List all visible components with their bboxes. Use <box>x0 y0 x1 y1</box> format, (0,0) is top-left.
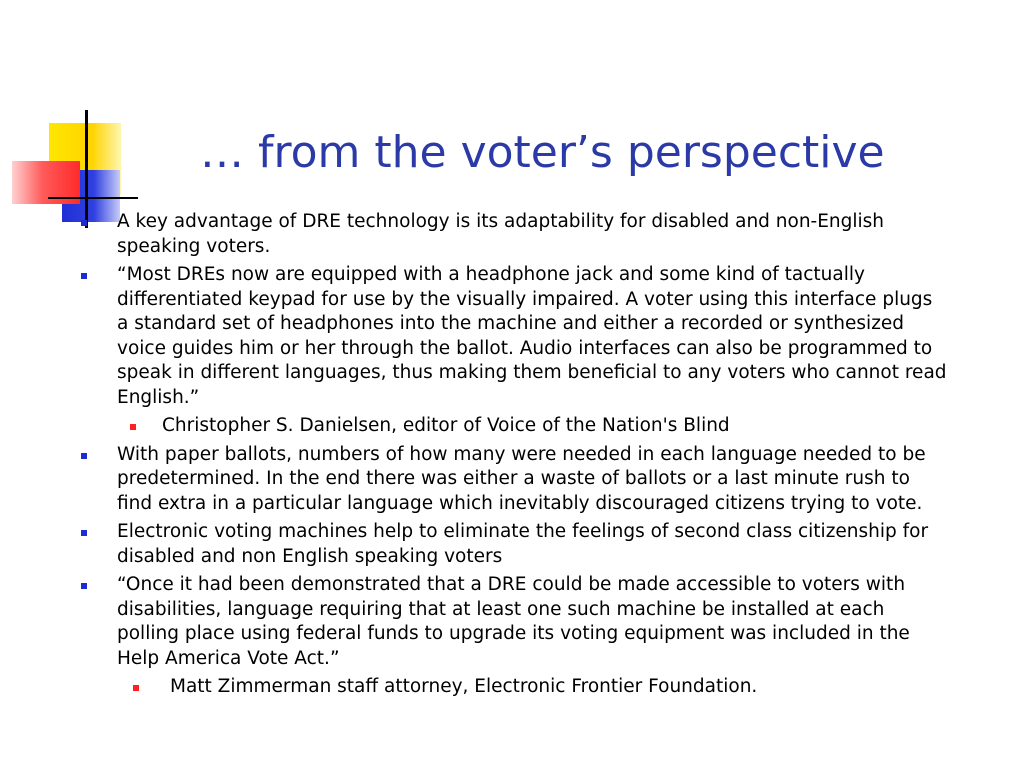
sub-bullet-text: Christopher S. Danielsen, editor of Voice of the Nation's Blind <box>162 415 730 436</box>
sub-bullet-item <box>78 675 948 700</box>
bullet-text: A key advantage of DRE technology is its adaptability for disabled and non-English speaking voters. <box>117 211 885 257</box>
bullet-item <box>78 573 948 671</box>
decorative-blocks <box>0 0 140 230</box>
bullet-square-icon <box>81 273 87 279</box>
bullet-list <box>78 210 948 704</box>
bullet-square-icon <box>81 583 87 589</box>
bullet-item <box>78 443 948 517</box>
bullet-item <box>78 263 948 410</box>
bullet-item <box>78 520 948 569</box>
horizontal-line-decoration <box>48 197 138 199</box>
bullet-text: “Once it had been demonstrated that a DRE could be made accessible to voters with disabilities, language requiring that at least one such machine be installed at each polling place using federal funds to upgrade its voting equipment was included in the Help America Vote Act.” <box>117 574 910 669</box>
sub-bullet-text: Matt Zimmerman staff attorney, Electronic Frontier Foundation. <box>170 676 758 697</box>
sub-bullet-item <box>78 414 948 439</box>
bullet-item <box>78 210 948 259</box>
bullet-square-icon <box>81 220 87 226</box>
bullet-square-icon <box>81 530 87 536</box>
bullet-square-icon <box>81 453 87 459</box>
slide-title: … from the voter’s perspective <box>200 127 885 178</box>
bullet-text: “Most DREs now are equipped with a headphone jack and some kind of tactually differentiated keypad for use by the visually impaired. A voter using this interface plugs a standard set of headphones into the machine and either a recorded or synthesized voice guides him or her through the ballot. Audio interfaces can also be programmed to speak in different languages, thus making them beneficial to any voters who cannot read English.” <box>117 264 947 408</box>
sub-bullet-square-icon <box>133 685 139 691</box>
bullet-text: Electronic voting machines help to eliminate the feelings of second class citizenship for disabled and non English speaking voters <box>117 521 929 567</box>
bullet-text: With paper ballots, numbers of how many were needed in each language needed to be predetermined. In the end there was either a waste of ballots or a last minute rush to find extra in a particular language which inevitably discouraged citizens trying to vote. <box>117 443 926 514</box>
sub-bullet-square-icon <box>130 424 136 430</box>
